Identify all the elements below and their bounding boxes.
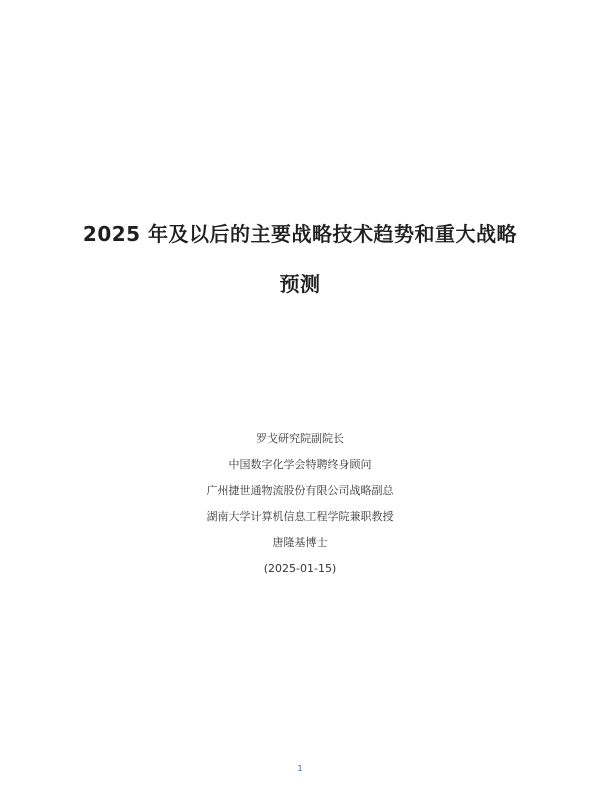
- document-title-line-2: 预测: [279, 272, 321, 296]
- page-number: 1: [297, 764, 303, 773]
- author-affiliation-3: 广州捷世通物流股份有限公司战略副总: [206, 484, 394, 497]
- document-title-line-1: 2025 年及以后的主要战略技术趋势和重大战略: [82, 222, 518, 246]
- author-info-block: [0, 432, 600, 588]
- author-name: 唐隆基博士: [272, 536, 328, 549]
- author-affiliation-1: 罗戈研究院副院长: [256, 432, 344, 445]
- author-affiliation-2: 中国数字化学会特聘终身顾问: [228, 458, 372, 471]
- author-affiliation-4: 湖南大学计算机信息工程学院兼职教授: [206, 510, 394, 523]
- document-date: (2025-01-15): [263, 562, 337, 575]
